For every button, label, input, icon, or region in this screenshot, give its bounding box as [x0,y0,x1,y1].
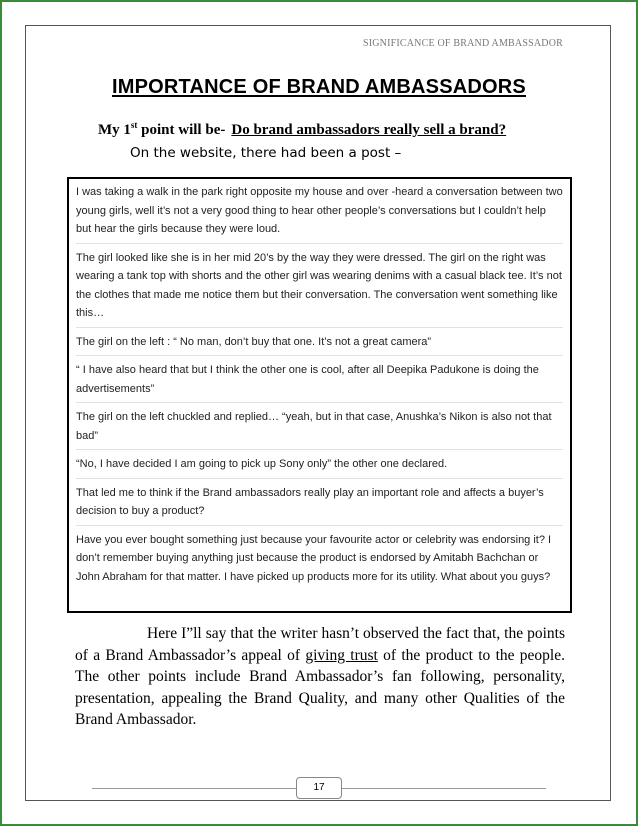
quote-paragraph: The girl on the left chuckled and replied… “yeah, but in that case, Anushka’s Nikon is also not that bad” [76,408,563,450]
point-line [98,120,506,139]
footer-rule-left [92,788,296,789]
body-underlined-phrase: giving trust [305,646,378,664]
point-suffix: point will be- [137,122,226,138]
quote-paragraph: Have you ever bought something just because your favourite actor or celebrity was endorsing it? I don’t remember buying anything just because the product is endorsed by Amitabh Bachchan or John Abraham for that matter. I have picked up products more for its utility. What about you guys? [76,533,552,583]
body-text-part-1: Here I”ll say that the writer hasn’t observed the fact that, the points of a Brand Ambassador’s appeal of [75,625,565,664]
running-header: SIGNIFICANCE OF BRAND AMBASSADOR [362,38,563,49]
quote-paragraph: “No, I have decided I am going to pick up Sony only” the other one declared. [76,455,563,479]
quote-paragraph: The girl looked like she is in her mid 20’s by the way they were dressed. The girl on the right was wearing a tank top with shorts and the other girl was wearing denims with a casual black tee. It’s not the clothes that made me notice them but their conversation. The conversation went something like this… [76,249,563,328]
point-prefix: My 1 [98,122,131,138]
point-question: Do brand ambassadors really sell a brand? [231,122,507,138]
body-paragraph [75,623,565,731]
page-number: 17 [296,777,342,799]
intro-line: On the website, there had been a post – [130,145,402,161]
quote-paragraph: “ I have also heard that but I think the other one is cool, after all Deepika Padukone is doing the advertisements” [76,361,563,403]
quoted-post-box [67,177,572,613]
page-title: IMPORTANCE OF BRAND AMBASSADORS [112,76,526,98]
quote-paragraph: I was taking a walk in the park right opposite my house and over -heard a conversation between two young girls, well it’s not a very good thing to hear other people’s conversations but I couldn’t help but hear the girls because they were loud. [76,183,563,244]
body-text-part-2: of the product to the people. The other points include Brand Ambassador’s fan following, personality, presentation, appealing the Brand Quality, and many other Qualities of the Brand Ambassador. [75,646,565,728]
point-superscript: st [130,120,138,130]
quote-paragraph: That led me to think if the Brand ambassadors really play an important role and affects a buyer’s decision to buy a product? [76,484,563,526]
quote-paragraph: The girl on the left : “ No man, don’t buy that one. It’s not a great camera” [76,333,563,357]
footer-rule-right [342,788,546,789]
